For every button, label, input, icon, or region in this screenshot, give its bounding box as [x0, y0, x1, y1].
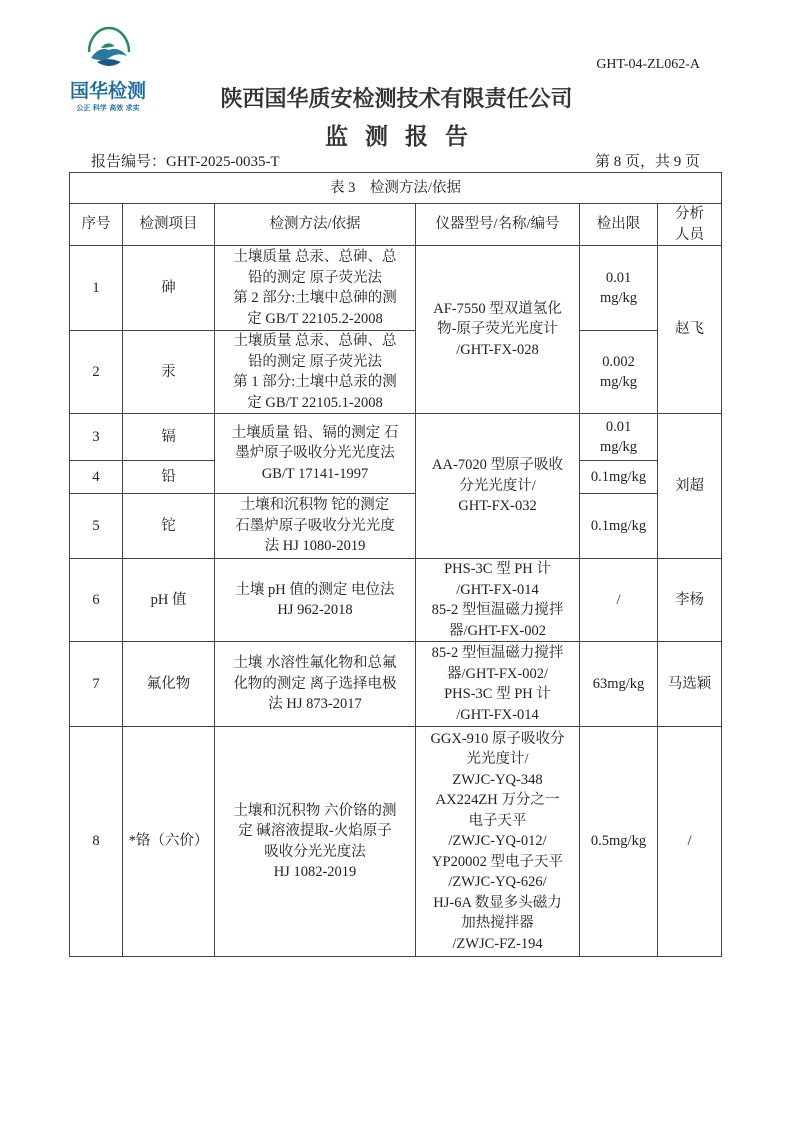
line: 法 HJ 1080-2019 — [264, 538, 366, 555]
line: 化物的测定 离子选择电极 — [233, 675, 397, 692]
logo-text: 国华检测 — [69, 80, 146, 102]
line: 铅的测定 原子荧光法 — [247, 353, 383, 370]
line: HJ 1082-2019 — [273, 864, 357, 880]
page-indicator: 第 8 页，共 9 页 — [594, 154, 700, 170]
line: 土壤质量 铅、镉的测定 石 — [231, 424, 399, 441]
cell-item: *铬（六价） — [123, 727, 215, 957]
line: 加热搅拌器 — [461, 915, 534, 932]
cell-analyst: 李杨 — [658, 559, 722, 642]
logo-slogan: 公正 科学 高效 求实 — [76, 104, 140, 112]
cell-item: 铊 — [123, 494, 215, 559]
cell-limit: 0.1mg/kg — [580, 461, 658, 494]
line: /GHT-FX-014 — [456, 706, 539, 723]
line: mg/kg — [599, 290, 638, 306]
line: 光光度计/ — [466, 751, 529, 768]
cell-no: 1 — [70, 246, 123, 331]
cell-no: 4 — [70, 461, 123, 494]
line: /GHT-FX-014 — [456, 581, 539, 598]
cell-no: 3 — [70, 414, 123, 461]
col-header: 检出限 — [580, 204, 658, 246]
cell-method — [215, 642, 416, 727]
table-row — [70, 727, 722, 957]
line: 85-2 型恒温磁力搅拌 — [431, 645, 564, 661]
logo-mountain-icon — [77, 18, 139, 74]
cell-limit — [580, 414, 658, 461]
cell-no: 5 — [70, 494, 123, 559]
cell-instrument — [416, 246, 580, 414]
report-title: 监测报告 — [325, 124, 485, 150]
line: mg/kg — [599, 439, 638, 455]
line: 第 1 部分:土壤中总汞的测 — [233, 374, 397, 390]
cell-limit: 63mg/kg — [580, 642, 658, 727]
table-row — [70, 559, 722, 642]
line: ZWJC-YQ-348 — [452, 771, 543, 788]
line: 分光光度计/ — [459, 477, 536, 494]
cell-instrument — [416, 642, 580, 727]
cell-instrument — [416, 559, 580, 642]
line: YP20002 型电子天平 — [432, 853, 563, 870]
line: 定 GB/T 22105.2-2008 — [247, 310, 383, 327]
table-row — [70, 246, 722, 331]
cell-method — [215, 331, 416, 414]
cell-item: 铅 — [123, 461, 215, 494]
line: 器/GHT-FX-002 — [449, 622, 546, 639]
report-number: 报告编号：GHT-2025-0035-T — [91, 154, 280, 170]
line: HJ 962-2018 — [277, 602, 353, 618]
line: 铅的测定 原子荧光法 — [247, 269, 383, 286]
table-row — [70, 331, 722, 414]
cell-method — [215, 559, 416, 642]
line: 85-2 型恒温磁力搅拌 — [431, 602, 564, 618]
cell-analyst: / — [658, 727, 722, 957]
cell-limit: / — [580, 559, 658, 642]
cell-analyst: 赵飞 — [658, 246, 722, 414]
line: GHT-FX-032 — [458, 498, 537, 515]
cell-limit — [580, 246, 658, 331]
line: 定 GB/T 22105.1-2008 — [247, 394, 383, 411]
cell-item: pH 值 — [123, 559, 215, 642]
line: 定 碱溶液提取-火焰原子 — [238, 823, 392, 839]
cell-analyst: 刘超 — [658, 414, 722, 559]
cell-analyst: 马选颖 — [658, 642, 722, 727]
cell-item: 氟化物 — [123, 642, 215, 727]
cell-method — [215, 414, 416, 494]
line: 土壤 pH 值的测定 电位法 — [235, 581, 395, 598]
line: 第 2 部分:土壤中总砷的测 — [233, 290, 397, 306]
cell-method — [215, 727, 416, 957]
line: mg/kg — [599, 374, 638, 390]
line: 石墨炉原子吸收分光光度 — [235, 517, 395, 534]
line: 土壤质量 总汞、总砷、总 — [233, 333, 397, 349]
cell-item: 汞 — [123, 331, 215, 414]
cell-instrument — [416, 727, 580, 957]
line: 吸收分光光度法 — [264, 843, 366, 860]
doc-code: GHT-04-ZL062-A — [596, 57, 700, 72]
cell-no: 7 — [70, 642, 123, 727]
line: AX224ZH 万分之一 — [435, 792, 560, 809]
cell-limit: 0.1mg/kg — [580, 494, 658, 559]
line: 物-原子荧光光度计 — [437, 321, 558, 338]
table-caption: 表 3 检测方法/依据 — [70, 173, 722, 204]
col-header: 仪器型号/名称/编号 — [416, 204, 580, 246]
cell-no: 2 — [70, 331, 123, 414]
line: 土壤质量 总汞、总砷、总 — [233, 249, 397, 265]
col-header: 检测项目 — [123, 204, 215, 246]
line: 0.002 — [602, 353, 635, 370]
cell-no: 6 — [70, 559, 123, 642]
line: 土壤 水溶性氟化物和总氟 — [233, 655, 397, 672]
cell-item: 砷 — [123, 246, 215, 331]
cell-method — [215, 494, 416, 559]
cell-method — [215, 246, 416, 331]
line: /ZWJC-YQ-626/ — [448, 874, 547, 891]
col-header: 检测方法/依据 — [215, 204, 416, 246]
cell-limit: 0.5mg/kg — [580, 727, 658, 957]
cell-item: 镉 — [123, 414, 215, 461]
line: HJ-6A 数显多头磁力 — [433, 894, 562, 911]
table-row — [70, 642, 722, 727]
line: 0.01 — [605, 269, 632, 286]
line: /ZWJC-YQ-012/ — [448, 833, 547, 850]
table-header-row — [70, 204, 722, 246]
line: 墨炉原子吸收分光光度法 — [235, 445, 395, 462]
line: 土壤和沉积物 铊的测定 — [240, 497, 390, 514]
cell-no: 8 — [70, 727, 123, 957]
col-header: 分析人员 — [658, 204, 722, 246]
line: 0.01 — [605, 418, 632, 435]
line: 器/GHT-FX-002/ — [447, 665, 548, 682]
line: 电子天平 — [468, 812, 527, 829]
cell-instrument — [416, 414, 580, 559]
line: PHS-3C 型 PH 计 — [444, 686, 551, 702]
line: /GHT-FX-028 — [456, 341, 539, 358]
line: AA-7020 型原子吸收 — [432, 457, 563, 474]
line: /ZWJC-FZ-194 — [452, 935, 543, 952]
table-row — [70, 414, 722, 461]
line: AF-7550 型双道氢化 — [433, 300, 562, 317]
line: GB/T 17141-1997 — [261, 465, 369, 482]
col-header: 序号 — [70, 204, 123, 246]
cell-limit — [580, 331, 658, 414]
line: 土壤和沉积物 六价铬的测 — [233, 802, 397, 819]
table-row — [70, 494, 722, 559]
methods-table — [69, 172, 722, 957]
company-name: 陕西国华质安检测技术有限责任公司 — [220, 87, 573, 112]
line: PHS-3C 型 PH 计 — [444, 561, 551, 577]
line: GGX-910 原子吸收分 — [430, 730, 565, 747]
line: 法 HJ 873-2017 — [268, 696, 362, 713]
